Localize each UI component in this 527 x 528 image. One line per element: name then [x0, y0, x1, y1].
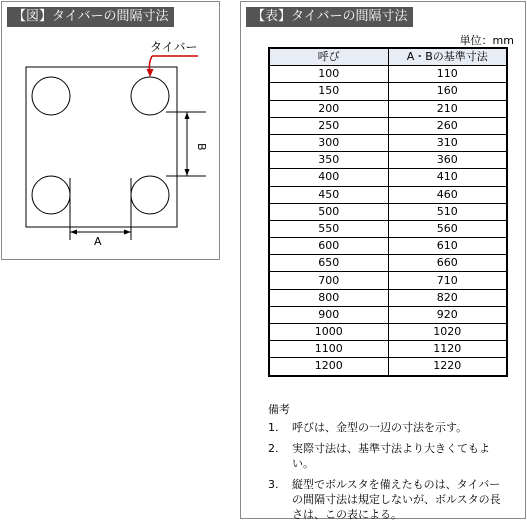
platen-outline — [26, 67, 177, 227]
column-header-nominal: 呼び — [269, 48, 388, 66]
cell-standard: 660 — [388, 255, 507, 272]
cell-standard: 610 — [388, 238, 507, 255]
cell-nominal: 300 — [269, 134, 388, 151]
remark-text: 縦型でボルスタを備えたものは、タイバーの間隔寸法は規定しないが、ボルスタの長さは、この表による。 — [292, 478, 501, 521]
cell-nominal: 700 — [269, 272, 388, 289]
arrowhead-a-left — [70, 230, 77, 235]
tie-bar-size-table — [268, 47, 508, 377]
callout-label: タイバー — [150, 40, 198, 54]
callout-arrowhead — [147, 69, 154, 77]
tie-bar-bottom-right — [131, 176, 169, 214]
cell-nominal: 650 — [269, 255, 388, 272]
cell-nominal: 1000 — [269, 324, 388, 341]
cell-nominal: 550 — [269, 220, 388, 237]
remark-text: 実際寸法は、基準寸法より大きくてもよい。 — [292, 442, 490, 470]
cell-nominal: 1100 — [269, 341, 388, 358]
cell-standard: 510 — [388, 203, 507, 220]
cell-nominal: 350 — [269, 152, 388, 169]
arrowhead-a-right — [124, 230, 131, 235]
table-row — [269, 169, 507, 186]
tie-bar-top-left — [32, 77, 70, 115]
table-row — [269, 306, 507, 323]
remark-item — [268, 477, 508, 522]
cell-nominal: 800 — [269, 289, 388, 306]
cell-nominal: 200 — [269, 100, 388, 117]
cell-standard: 360 — [388, 152, 507, 169]
cell-nominal: 250 — [269, 117, 388, 134]
cell-nominal: 400 — [269, 169, 388, 186]
table-header-row — [269, 48, 507, 66]
table-row — [269, 203, 507, 220]
column-header-standard: A・Bの基準寸法 — [388, 48, 507, 66]
table-row — [269, 66, 507, 83]
cell-standard: 920 — [388, 306, 507, 323]
cell-standard: 210 — [388, 100, 507, 117]
dimension-label-b: B — [195, 143, 208, 151]
cell-nominal: 450 — [269, 186, 388, 203]
tie-bar-bottom-left — [32, 176, 70, 214]
table-heading: 【表】タイバーの間隔寸法 — [246, 7, 413, 27]
cell-nominal: 1200 — [269, 358, 388, 376]
cell-nominal: 500 — [269, 203, 388, 220]
cell-standard: 1220 — [388, 358, 507, 376]
table-row — [269, 289, 507, 306]
tie-bar-diagram — [2, 2, 221, 261]
figure-panel — [1, 1, 220, 260]
arrowhead-b-top — [185, 112, 190, 119]
cell-standard: 710 — [388, 272, 507, 289]
cell-nominal: 900 — [269, 306, 388, 323]
table-row — [269, 152, 507, 169]
remark-item — [268, 441, 508, 471]
dimension-label-a: A — [94, 235, 102, 248]
table-row — [269, 134, 507, 151]
cell-standard: 1020 — [388, 324, 507, 341]
cell-standard: 460 — [388, 186, 507, 203]
table-row — [269, 358, 507, 376]
cell-standard: 110 — [388, 66, 507, 83]
table-row — [269, 220, 507, 237]
cell-standard: 560 — [388, 220, 507, 237]
table-row — [269, 186, 507, 203]
cell-nominal: 150 — [269, 83, 388, 100]
table-row — [269, 100, 507, 117]
remark-number: 3. — [268, 478, 279, 491]
cell-standard: 260 — [388, 117, 507, 134]
remark-text: 呼びは、金型の一辺の寸法を示す。 — [292, 421, 468, 434]
table-row — [269, 324, 507, 341]
cell-standard: 160 — [388, 83, 507, 100]
cell-standard: 1120 — [388, 341, 507, 358]
cell-nominal: 100 — [269, 66, 388, 83]
table-row — [269, 117, 507, 134]
table-panel — [240, 1, 526, 519]
cell-standard: 310 — [388, 134, 507, 151]
unit-label: 単位：mm — [459, 34, 514, 47]
figure-heading: 【図】タイバーの間隔寸法 — [7, 7, 174, 27]
table-row — [269, 238, 507, 255]
table-row — [269, 255, 507, 272]
remarks-title: 備考 — [268, 403, 290, 416]
remarks — [268, 402, 508, 528]
table-row — [269, 272, 507, 289]
tie-bar-top-right — [131, 77, 169, 115]
remark-number: 1. — [268, 421, 279, 434]
cell-standard: 820 — [388, 289, 507, 306]
table-row — [269, 341, 507, 358]
remarks-list — [268, 420, 508, 522]
cell-standard: 410 — [388, 169, 507, 186]
remark-number: 2. — [268, 442, 279, 455]
cell-nominal: 600 — [269, 238, 388, 255]
table-row — [269, 83, 507, 100]
remark-item — [268, 420, 508, 435]
arrowhead-b-bottom — [185, 169, 190, 176]
